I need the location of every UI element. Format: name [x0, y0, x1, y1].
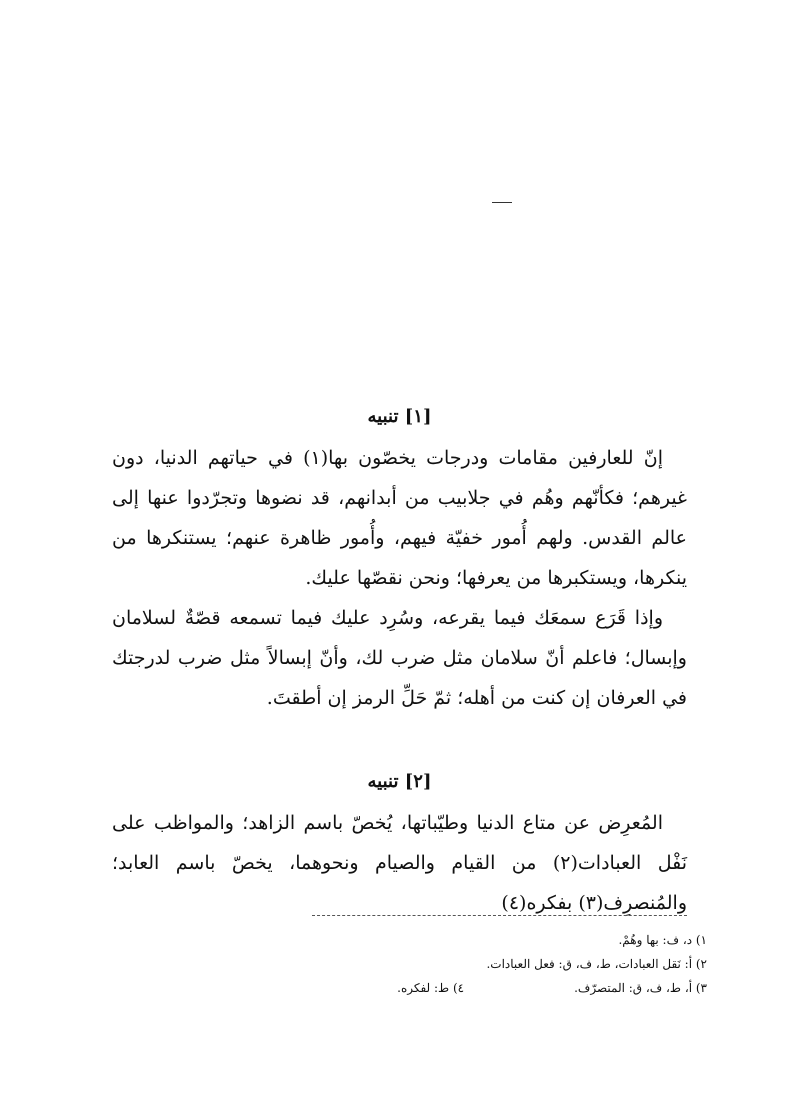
- section-1-heading: [١] تنبيه: [367, 406, 432, 427]
- section-2-paragraph-1: المُعرِض عن متاع الدنيا وطيّباتها، يُخصّ باسم الزاهد؛ والمواظب على نَفْل العبادات(٢) من القيام والصيام ونحوهما، يخصّ باسم العابد؛ والمُنصرِف(٣) بفكره(٤): [112, 812, 687, 914]
- footnote-row-3-4: [112, 976, 707, 1000]
- footnote-divider: [312, 915, 687, 916]
- footnote-2: ٢) أ: نَقل العبادات، ط، ف، ق: فعل العبادات.: [486, 957, 707, 971]
- page-mark: [492, 202, 512, 203]
- footnote-3: ٣) أ، ط، ف، ق: المتصرّف.: [574, 981, 707, 995]
- footnotes: [112, 928, 707, 1000]
- footnote-1: ١) د، ف: بها وهُمْ.: [618, 933, 707, 947]
- footnote-4: ٤) ط: لفكره.: [397, 981, 465, 995]
- footnote-spacer: [464, 976, 574, 1000]
- section-1-paragraph-2: وإذا قَرَع سمعَك فيما يقرعه، وسُرِد عليك فيما تسمعه قصّةٌ لسلامان وإبسال؛ فاعلم أنّ سلامان مثل ضرب لك، وأنّ إبسالاً مثل ضرب لدرجتك في العرفان إن كنت من أهله؛ ثمّ حَلِّ الرمز إن أطقتَ.: [112, 607, 687, 709]
- section-1: [112, 400, 687, 718]
- section-2: [112, 765, 687, 923]
- section-1-paragraph-1: إنّ للعارفين مقامات ودرجات يخصّون بها(١) في حياتهم الدنيا، دون غيرهم؛ فكأنّهم وهُم في جلابيب من أبدانهم، قد نضوها وتجرّدوا عنها إلى عالم القدس. ولهم أُمور خفيّة فيهم، وأُمور ظاهرة عنهم؛ يستنكرها من ينكرها، ويستكبرها من يعرفها؛ ونحن نقصّها عليك.: [112, 447, 687, 589]
- section-2-heading: [٢] تنبيه: [367, 771, 432, 792]
